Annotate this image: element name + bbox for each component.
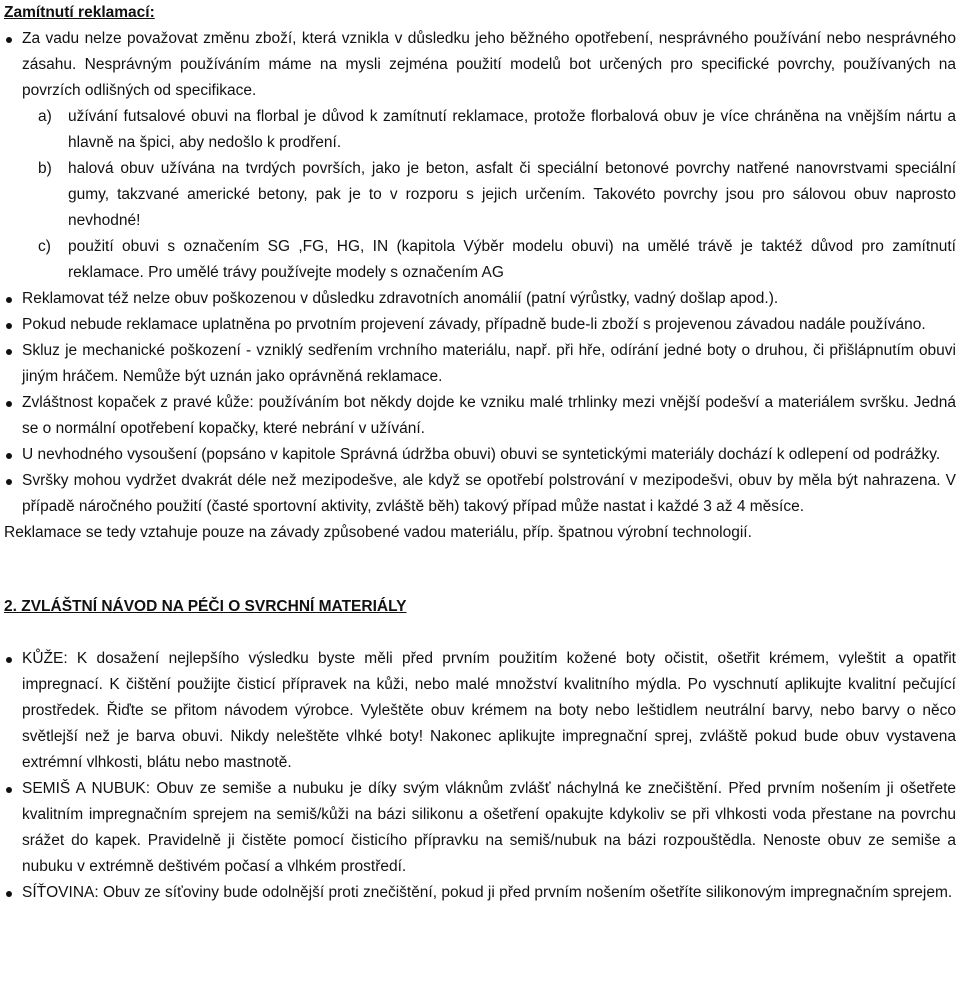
list-item: Svršky mohou vydržet dvakrát déle než mezipodešve, ale když se opotřebí polstrování v mezipodešvi, obuv by měla být nahrazena. V případě náročného použití (časté sportovní aktivity, zvláště běh) takový případ může nastat i každé 3 až 4 měsíce. bbox=[4, 468, 956, 520]
sub-item-text: halová obuv užívána na tvrdých površích, jako je beton, asfalt či speciální betonové povrchy natřené nanovrstvami speciální gumy, takzvané americké betony, pak je to v rozporu s jejich určením. Takovéto povrchy jsou pro sálovou obuv naprosto nevhodné! bbox=[68, 160, 956, 229]
section-title-complaints: Zamítnutí reklamací: bbox=[4, 4, 155, 21]
closing-paragraph: Reklamace se tedy vztahuje pouze na závady způsobené vadou materiálu, příp. špatnou výrobní technologií. bbox=[4, 524, 752, 541]
spacer bbox=[4, 620, 956, 646]
spacer bbox=[4, 546, 956, 594]
list-item-leather: KŮŽE: K dosažení nejlepšího výsledku byste měli před prvním použitím kožené boty očistit, ošetřit krémem, vyleštit a opatřit impregnací. K čištění použijte čisticí přípravek na kůži, nebo malé množství kvalitního mýdla. Po vyschnutí aplikujte kvalitní pečující prostředek. Řiďte se přitom návodem výrobce. Vyleštěte obuv krémem na boty nebo leštidlem neutrální barvy, nebo barvy o něco světlejší než je barva obuvi. Nikdy neleštěte vlhké boty! Nakonec aplikujte impregnační sprej, zvláště pokud bude obuv vystavena extrémní vlhkosti, blátu nebo mastnotě. bbox=[4, 646, 956, 776]
sub-item-text: užívání futsalové obuvi na florbal je důvod k zamítnutí reklamace, protože florbalová obuv je více chráněna na vnějším nártu a hlavně na špici, aby nedošlo k prodření. bbox=[68, 108, 956, 151]
list-item: Skluz je mechanické poškození - vzniklý sedřením vrchního materiálu, např. při hře, odírání jedné boty o druhou, či přišlápnutím obuvi jiným hráčem. Nemůže být uznán jako oprávněná reklamace. bbox=[4, 338, 956, 390]
list-item-suede: SEMIŠ A NUBUK: Obuv ze semiše a nubuku je díky svým vláknům zvlášť náchylná ke znečištění. Před prvním nošením ji ošetřete kvalitním impregnačním sprejem na semiš/kůži na bázi silikonu a ošetření opakujte kdykoliv se při vlhkosti voda přestane na povrchu srážet do kapek. Pravidelně ji čistěte pomocí čisticího přípravku na semiš/nubuk na bázi rozpouštědla. Nenoste obuv ze semiše a nubuku v extrémně deštivém počasí a vlhkém prostředí. bbox=[4, 776, 956, 880]
list-item: Pokud nebude reklamace uplatněna po prvotním projevení závady, případně bude-li zboží s projevenou závadou nadále používáno. bbox=[4, 312, 956, 338]
sub-item-marker: c) bbox=[38, 238, 51, 255]
sub-item-text: použití obuvi s označením SG ,FG, HG, IN (kapitola Výběr modelu obuvi) na umělé trávě je taktéž důvod pro zamítnutí reklamace. Pro umělé trávy používejte modely s označením AG bbox=[68, 238, 956, 281]
sub-item-marker: b) bbox=[38, 160, 52, 177]
list-item: Za vadu nelze považovat změnu zboží, která vznikla v důsledku jeho běžného opotřebení, nesprávného používání nebo nesprávného zásahu. Nesprávným používáním máme na mysli zejména použití modelů bot určených pro specifické povrchy, používaných na povrzích odlišných od specifikace. bbox=[4, 26, 956, 104]
section-title-care: 2. ZVLÁŠTNÍ NÁVOD NA PÉČI O SVRCHNÍ MATERIÁLY bbox=[4, 598, 407, 615]
sub-item-marker: a) bbox=[38, 108, 52, 125]
sub-item-b bbox=[4, 156, 956, 234]
list-item: Reklamovat též nelze obuv poškozenou v důsledku zdravotních anomálií (patní výrůstky, vadný došlap apod.). bbox=[4, 286, 956, 312]
sub-item-c bbox=[4, 234, 956, 286]
sub-item-a bbox=[4, 104, 956, 156]
list-item: U nevhodného vysoušení (popsáno v kapitole Správná údržba obuvi) obuvi se syntetickými materiály dochází k odlepení od podrážky. bbox=[4, 442, 956, 468]
list-item-mesh: SÍŤOVINA: Obuv ze síťoviny bude odolnější proti znečištění, pokud ji před prvním nošením ošetříte silikonovým impregnačním sprejem. bbox=[4, 880, 956, 906]
list-item: Zvláštnost kopaček z pravé kůže: používáním bot někdy dojde ke vzniku malé trhlinky mezi vnější podešví a materiálem svršku. Jedná se o normální opotřebení kopačky, které nebrání v užívání. bbox=[4, 390, 956, 442]
